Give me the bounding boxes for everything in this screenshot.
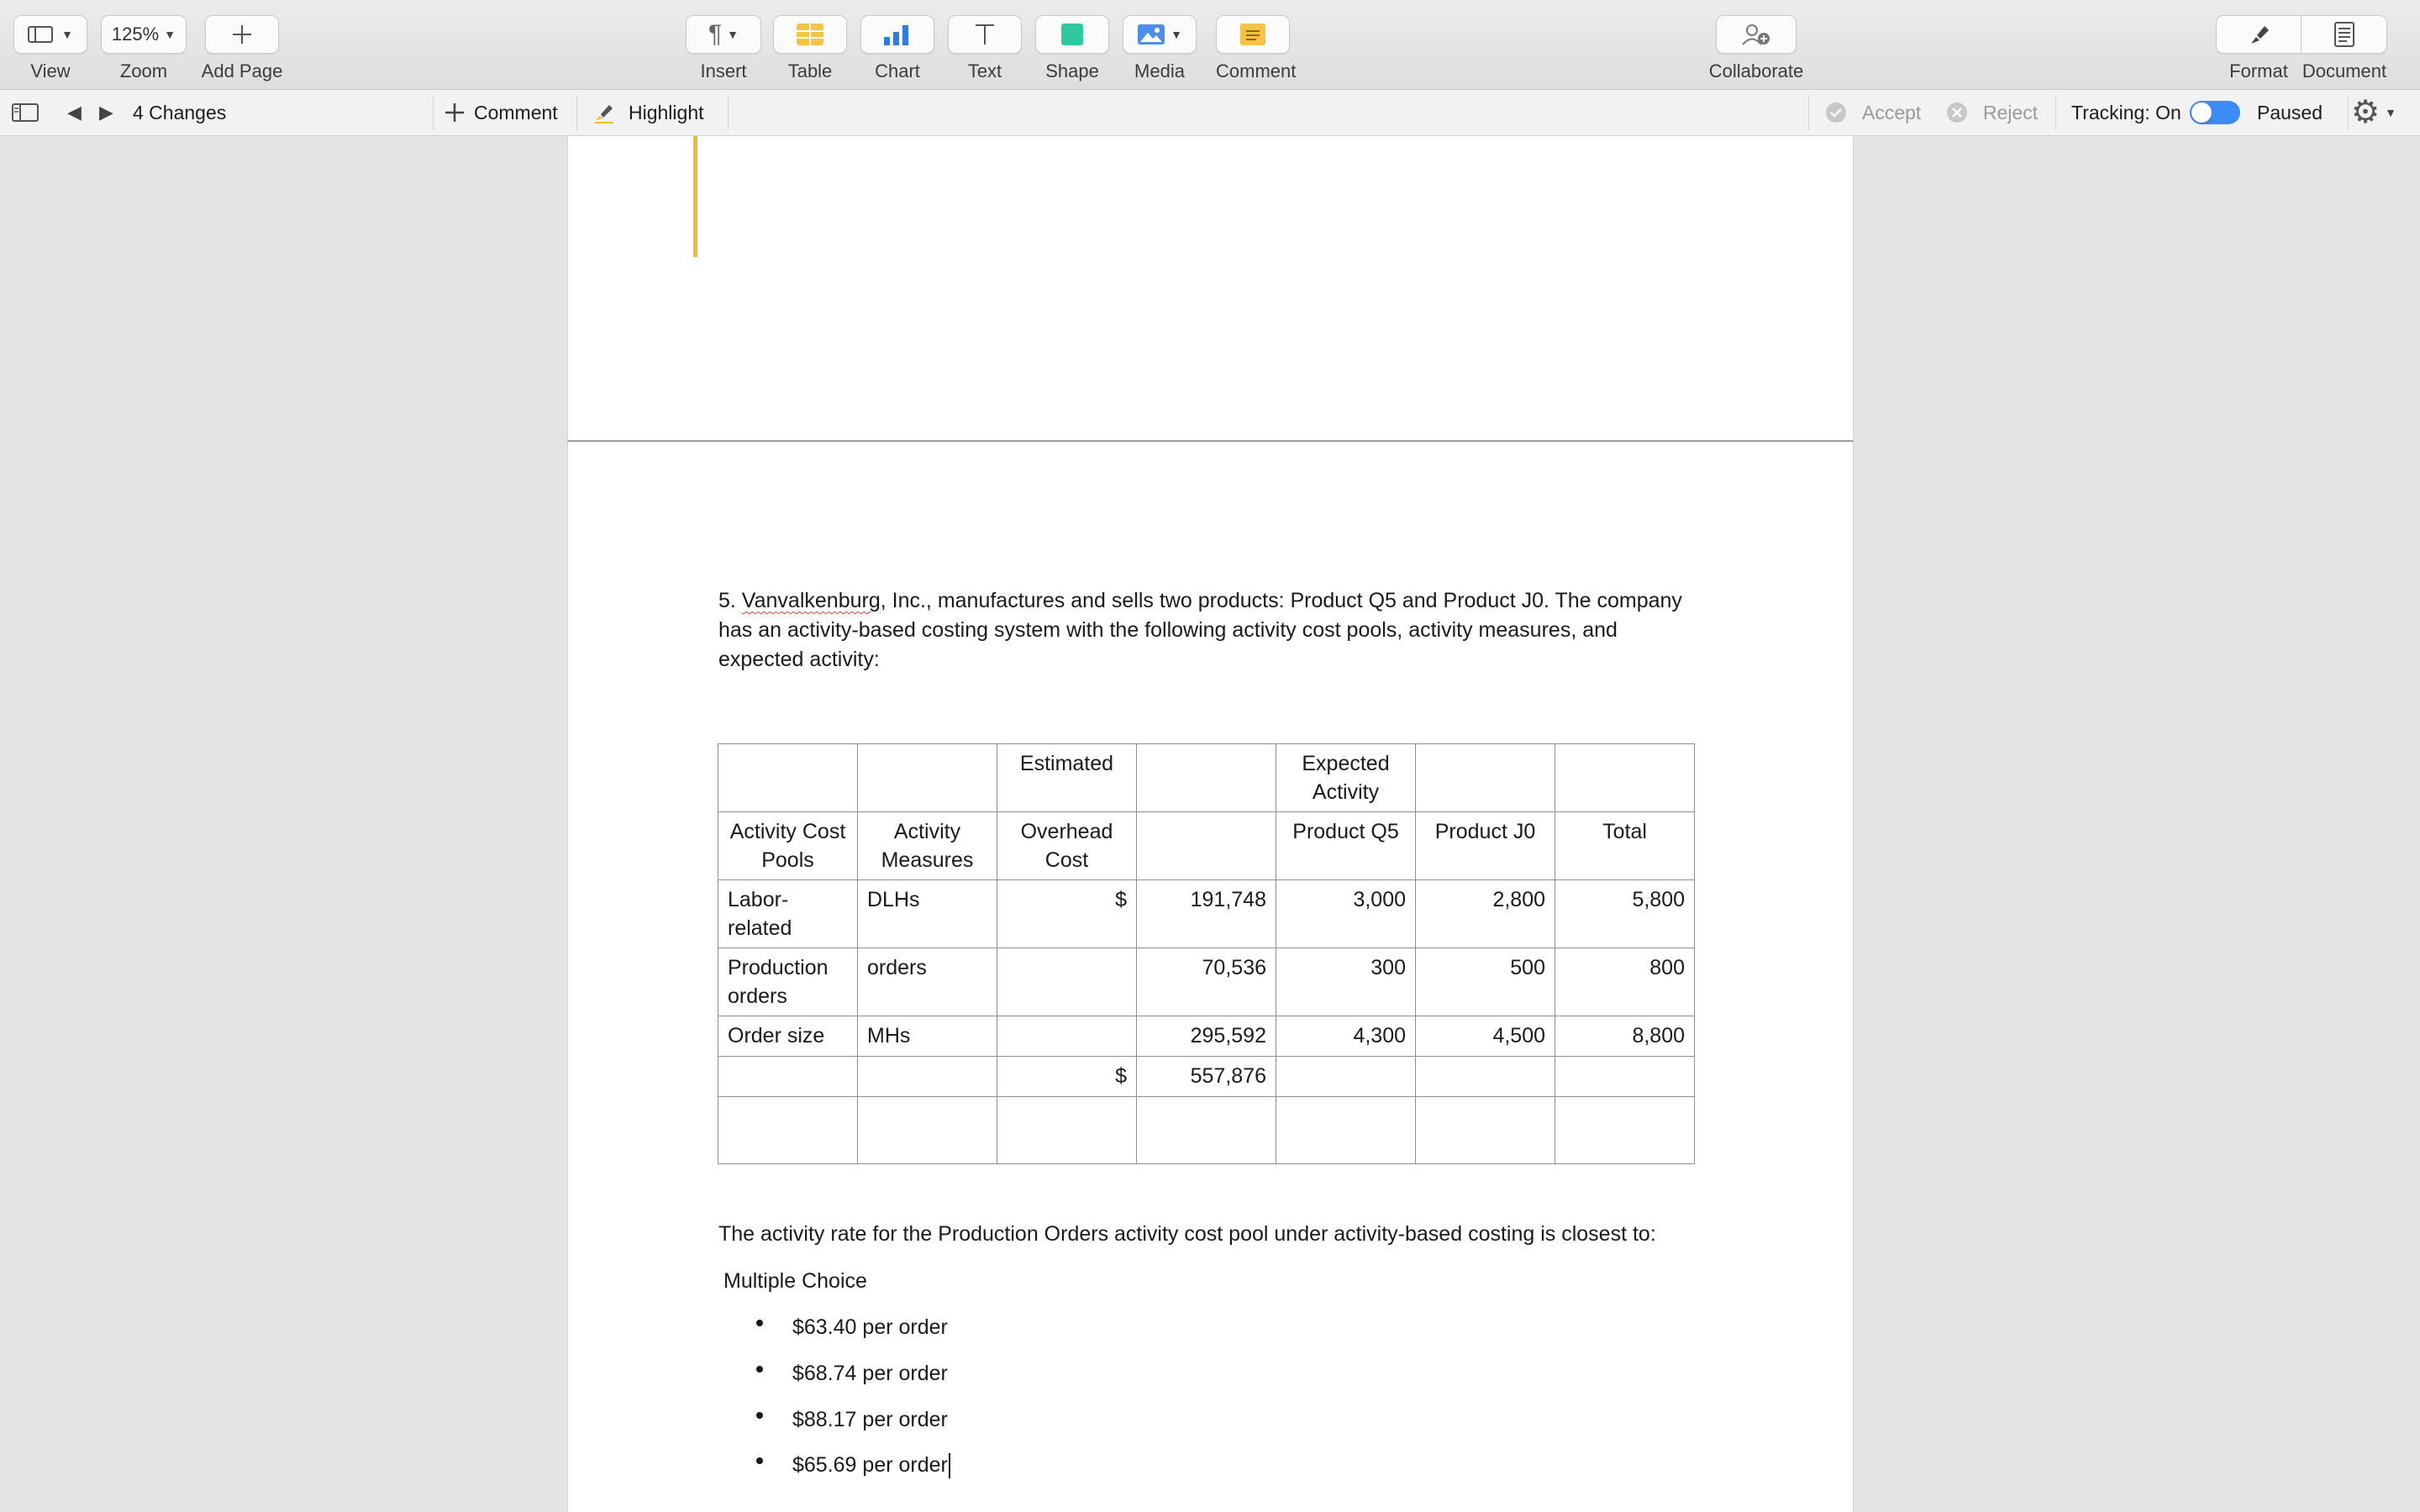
table-cell[interactable]: 300 [1276,948,1416,1016]
table-row [718,1016,1695,1057]
x-circle-icon [1946,102,1968,123]
table-cell[interactable]: Labor-related [718,880,858,948]
change-bar-marker [693,136,697,257]
table-cell[interactable] [718,1097,858,1164]
paintbrush-icon [2246,22,2271,47]
document-icon [2333,21,2355,48]
divider [576,95,577,130]
table-cell[interactable] [1416,1097,1555,1164]
table-cell[interactable]: 3,000 [1276,880,1416,948]
table-cell[interactable]: Total [1555,812,1695,880]
chart-button[interactable] [860,15,934,82]
table-cell[interactable] [1276,1097,1416,1164]
paused-status: Paused [2257,101,2323,123]
spellcheck-word[interactable]: Vanvalkenburg [741,589,881,612]
next-change-button[interactable] [99,90,113,135]
checkmark-circle-icon [1825,102,1847,123]
text-label: Text [967,60,1002,81]
question-text[interactable]: The activity rate for the Production Orders activity cost pool under activity-based costing is closest to: [718,1222,1656,1246]
table-cell[interactable] [858,744,997,812]
track-settings-button[interactable] [2351,90,2396,135]
table-cell[interactable]: $ [997,880,1137,948]
paragraph-icon: ¶ [708,20,723,48]
table-cell[interactable]: Estimated [997,744,1137,812]
highlighter-icon [593,102,615,123]
table-cell[interactable]: 2,800 [1416,880,1555,948]
table-total-row [718,1057,1695,1097]
media-label: Media [1134,60,1185,81]
chevron-down-icon: ▼ [164,28,176,41]
highlight-label: Highlight [629,101,704,123]
table-cell[interactable] [1555,1057,1695,1097]
table-cell[interactable]: 4,300 [1276,1016,1416,1057]
multiple-choice-label[interactable]: Multiple Choice [723,1269,867,1293]
tracking-switch[interactable] [2190,101,2240,124]
list-item[interactable] [756,1405,948,1435]
media-button[interactable] [1123,15,1197,82]
option-text: $68.74 per order [792,1362,948,1385]
table-cell[interactable]: Order size [718,1016,858,1057]
table-cell[interactable] [997,1016,1137,1057]
option-text: $88.17 per order [792,1408,948,1431]
format-button[interactable] [2216,15,2302,82]
chevron-down-icon: ▼ [2385,106,2396,119]
table-cell[interactable] [1555,1097,1695,1164]
table-cell[interactable] [1137,1097,1276,1164]
highlight-button[interactable] [593,90,704,135]
divider [1808,95,1809,130]
collaborate-label: Collaborate [1708,60,1804,81]
view-label: View [30,60,71,81]
option-text: $63.40 per order [792,1315,948,1339]
reject-button[interactable] [1946,90,2038,135]
view-button[interactable] [13,15,87,82]
table-header-row-1 [718,744,1695,812]
table-cell[interactable]: Production orders [718,948,858,1016]
insert-label: Insert [700,60,747,81]
table-cell[interactable]: MHs [858,1016,997,1057]
add-comment-button[interactable] [444,90,558,135]
main-toolbar [0,0,2420,90]
table-cell[interactable] [1137,812,1276,880]
table-row [718,948,1695,1016]
changes-count: 4 Changes [133,101,227,123]
table-cell[interactable] [858,1097,997,1164]
problem-paragraph[interactable] [718,586,1702,675]
previous-change-button[interactable] [67,90,82,135]
table-cell[interactable]: 500 [1416,948,1555,1016]
table-cell[interactable]: 191,748 [1137,880,1276,948]
table-cell[interactable] [858,1057,997,1097]
zoom-button[interactable] [101,15,187,82]
table-button[interactable] [773,15,847,82]
problem-number: 5. [718,589,742,612]
table-cell[interactable]: DLHs [858,880,997,948]
divider [2348,95,2349,130]
plus-icon [231,24,253,45]
document-button[interactable] [2302,15,2387,82]
plus-icon [444,102,466,123]
bullet-icon [756,1366,763,1373]
table-cell[interactable] [1555,744,1695,812]
chevron-down-icon: ▼ [61,28,73,41]
table-cell[interactable] [1416,1057,1555,1097]
table-cell[interactable]: 557,876 [1137,1057,1276,1097]
table-label: Table [787,60,833,81]
zoom-value: 125% [111,24,160,45]
shape-icon [1060,23,1084,46]
collaborate-button[interactable] [1708,15,1804,82]
table-cell[interactable]: Activity Cost Pools [718,812,858,880]
text-icon [973,23,997,46]
comment-label: Comment [1216,60,1297,81]
text-button[interactable] [948,15,1022,82]
page-1 [567,136,1854,442]
table-cell[interactable]: 295,592 [1137,1016,1276,1057]
sidebar-toggle-button[interactable] [12,90,39,135]
table-cell[interactable] [997,1097,1137,1164]
gear-icon: ⚙ [2351,95,2381,130]
comment-toolbar-button[interactable] [1216,15,1297,82]
table-cell[interactable]: 800 [1555,948,1695,1016]
text-cursor [949,1453,950,1478]
shape-label: Shape [1045,60,1099,81]
table-cell[interactable]: 8,800 [1555,1016,1695,1057]
add-comment-label: Comment [474,101,558,123]
table-cell[interactable] [1276,1057,1416,1097]
divider [728,95,729,130]
divider [433,95,434,130]
media-icon [1137,24,1165,45]
table-cell[interactable]: 4,500 [1416,1016,1555,1057]
track-changes-bar [0,90,2420,136]
table-header-row-2 [718,812,1695,880]
divider [2055,95,2056,130]
table-cell[interactable]: Activity Measures [858,812,997,880]
table-cell[interactable]: Product J0 [1416,812,1555,880]
accept-label: Accept [1862,101,1922,123]
sidebar-icon [12,102,39,123]
chart-icon [882,23,913,46]
switch-knob [2191,102,2212,123]
add-page-button[interactable] [201,15,283,82]
bullet-icon [756,1457,763,1464]
view-icon [28,24,56,45]
tracking-toggle[interactable] [2071,90,2240,135]
add-page-label: Add Page [201,60,283,81]
chart-label: Chart [875,60,920,81]
zoom-label: Zoom [119,60,168,81]
option-text: $65.69 per order [792,1453,948,1477]
insert-button[interactable] [686,15,761,82]
table-cell[interactable]: 70,536 [1137,948,1276,1016]
table-icon [796,23,824,46]
table-cell[interactable] [997,948,1137,1016]
format-label: Format [2229,60,2288,81]
table-cell[interactable]: Product Q5 [1276,812,1416,880]
document-label: Document [2302,60,2387,81]
table-cell[interactable] [1416,744,1555,812]
collaborate-icon [1739,22,1773,47]
comment-icon [1239,23,1266,46]
triangle-right-icon: ▶ [99,102,113,123]
list-item[interactable] [756,1313,948,1342]
table-cell[interactable] [718,744,858,812]
tracking-label: Tracking: On [2071,101,2181,123]
chevron-down-icon: ▼ [1171,28,1182,41]
table-cell[interactable] [1137,744,1276,812]
list-item[interactable] [756,1359,948,1389]
reject-label: Reject [1983,101,2039,123]
table-cell[interactable]: $ [997,1057,1137,1097]
table-cell[interactable] [718,1057,858,1097]
table-cell[interactable]: 5,800 [1555,880,1695,948]
bullet-icon [756,1412,763,1419]
chevron-down-icon: ▼ [727,28,739,41]
triangle-left-icon: ◀ [67,102,82,123]
table-cell[interactable]: orders [858,948,997,1016]
list-item[interactable] [756,1451,950,1480]
table-row [718,880,1695,948]
table-cell[interactable]: Expected Activity [1276,744,1416,812]
bullet-icon [756,1320,763,1326]
activity-cost-table [718,743,1695,1164]
table-row [718,1097,1695,1164]
shape-button[interactable] [1035,15,1109,82]
table-cell[interactable]: Overhead Cost [997,812,1137,880]
accept-button[interactable] [1825,90,1921,135]
problem-text: , Inc., manufactures and sells two products: Product Q5 and Product J0. The company has an activity-based costing system with the following activity cost pools, activity measures, and expected activity: [718,589,1682,671]
